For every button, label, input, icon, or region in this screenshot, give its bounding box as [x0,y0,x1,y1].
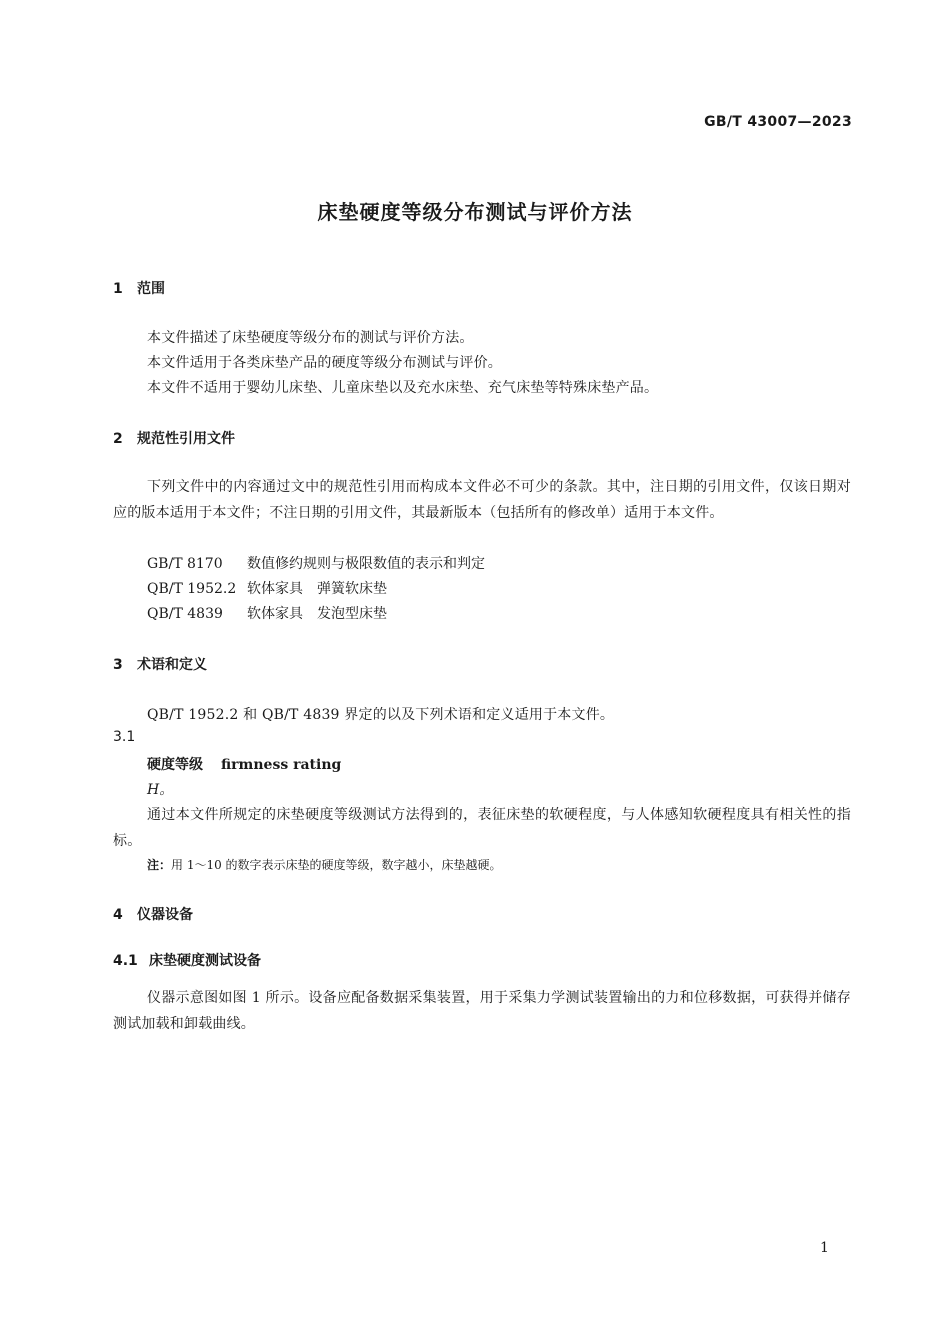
section-2-heading [113,428,235,448]
note-text: 用 1～10 的数字表示床垫的硬度等级，数字越小，床垫越硬。 [171,858,502,872]
equipment-description: 仪器示意图如图 1 所示。设备应配备数据采集装置，用于采集力学测试装置输出的力和位移数据，可获得并储存测试加载和卸载曲线。 [113,990,851,1032]
section-number: 1 [113,281,123,297]
scope-line-3: 本文件不适用于婴幼儿床垫、儿童床垫以及充水床垫、充气床垫等特殊床垫产品。 [147,380,659,396]
scope-line-2: 本文件适用于各类床垫产品的硬度等级分布测试与评价。 [147,355,502,371]
reference-code: QB/T 1952.2 [147,581,237,597]
normative-refs-intro: 下列文件中的内容通过文中的规范性引用而构成本文件必不可少的条款。其中，注日期的引用文件，仅该日期对应的版本适用于本文件；不注日期的引用文件，其最新版本（包括所有的修改单）适用于本文件。 [113,479,851,521]
subsection-number: 4.1 [113,953,138,969]
term-chinese: 硬度等级 [147,757,203,773]
section-title: 范围 [137,281,165,297]
section-3-heading [113,654,207,674]
section-number: 4 [113,907,123,923]
term-entry [147,754,341,774]
term-english: firmness rating [221,757,342,773]
terms-intro: QB/T 1952.2 和 QB/T 4839 界定的以及下列术语和定义适用于本文件。 [147,707,615,723]
section-title: 术语和定义 [137,657,207,673]
reference-code: GB/T 8170 [147,556,223,572]
term-definition: 通过本文件所规定的床垫硬度等级测试方法得到的，表征床垫的软硬程度，与人体感知软硬程度具有相关性的指标。 [113,807,851,849]
term-symbol: H。 [147,782,174,798]
document-title: 床垫硬度等级分布测试与评价方法 [317,200,633,224]
reference-item [147,578,387,598]
scope-line-1: 本文件描述了床垫硬度等级分布的测试与评价方法。 [147,330,474,346]
term-number: 3.1 [113,729,136,745]
note-label: 注： [147,858,172,872]
reference-title: 软体家具 [247,606,303,622]
section-4-heading [113,904,193,924]
reference-title: 数值修约规则与极限数值的表示和判定 [247,556,485,572]
reference-subtitle: 弹簧软床垫 [317,581,387,597]
section-title: 规范性引用文件 [137,431,235,447]
standard-code: GB/T 43007—2023 [704,114,852,130]
section-number: 3 [113,657,123,673]
term-note [147,856,502,873]
section-number: 2 [113,431,123,447]
reference-item [147,603,387,623]
reference-title: 软体家具 [247,581,303,597]
reference-subtitle: 发泡型床垫 [317,606,387,622]
section-title: 仪器设备 [137,907,193,923]
reference-code: QB/T 4839 [147,606,223,622]
reference-item [147,553,499,573]
section-1-heading [113,278,165,298]
page-number: 1 [820,1240,829,1256]
subsection-title: 床垫硬度测试设备 [149,953,261,969]
section-4-1-heading [113,950,261,970]
